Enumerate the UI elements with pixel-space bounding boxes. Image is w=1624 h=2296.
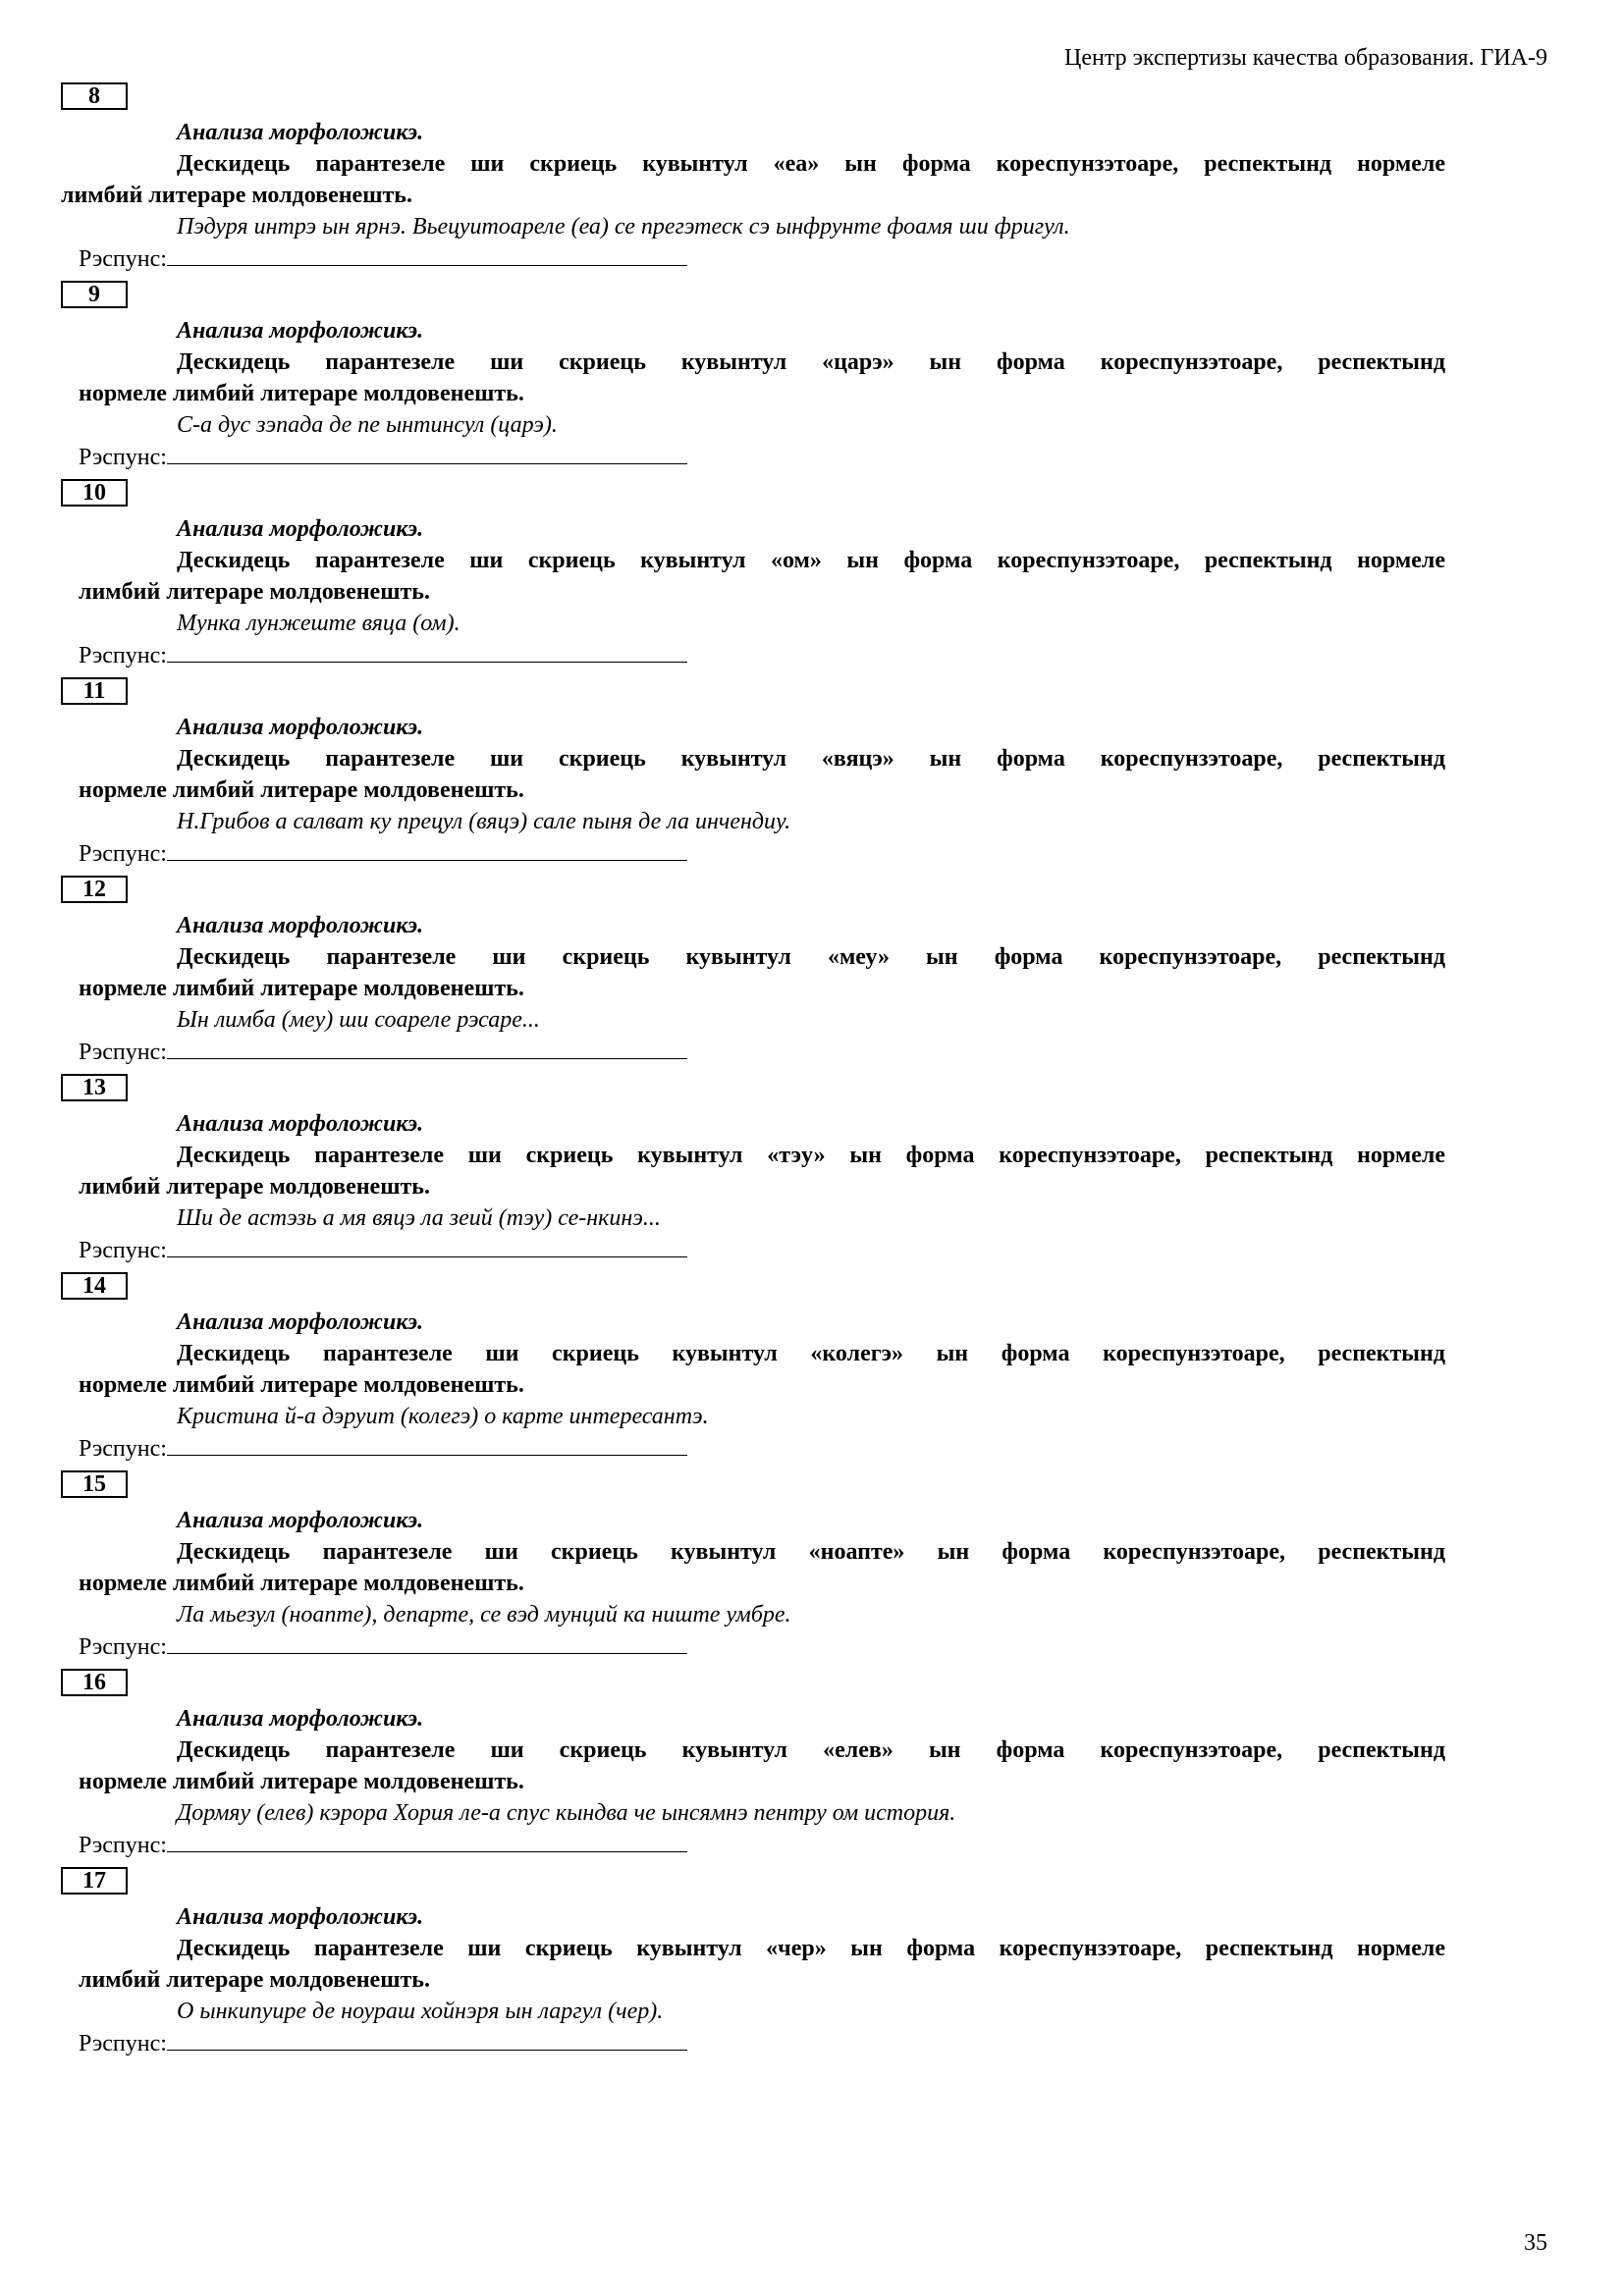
answer-field[interactable] (167, 640, 687, 663)
task-list (61, 80, 1445, 2063)
answer-row (79, 442, 687, 472)
task-12 (61, 874, 1445, 1072)
task-17 (61, 1865, 1445, 2063)
task-instruction: Дескидець парантезеле ши скриець кувынтул «еа» ын форма кореспунзэтоаре, респектынд нормеле (177, 151, 1445, 177)
answer-field[interactable] (167, 1433, 687, 1456)
answer-field[interactable] (167, 2028, 687, 2051)
task-type: Анализа морфоложикэ. (177, 1309, 424, 1335)
task-instruction-continued: нормеле лимбий литераре молдовенешть. (79, 976, 524, 1001)
answer-row (79, 2028, 687, 2058)
answer-label: Рэспунс: (79, 643, 167, 668)
task-instruction-continued: лимбий литераре молдовенешть. (79, 1174, 430, 1200)
task-16 (61, 1667, 1445, 1865)
page-header: Центр экспертизы качества образования. ГИА-9 (1064, 45, 1547, 71)
answer-label: Рэспунс: (79, 841, 167, 867)
task-number: 13 (61, 1074, 128, 1101)
task-instruction: Дескидець парантезеле ши скриець кувынтул «царэ» ын форма кореспунзэтоаре, респектынд (177, 349, 1445, 375)
task-instruction: Дескидець парантезеле ши скриець кувынтул «вяцэ» ын форма кореспунзэтоаре, респектынд (177, 746, 1445, 772)
answer-field[interactable] (167, 442, 687, 464)
task-instruction-continued: нормеле лимбий литераре молдовенешть. (79, 777, 524, 803)
task-instruction-continued: нормеле лимбий литераре молдовенешть. (79, 1769, 524, 1794)
task-number: 14 (61, 1272, 128, 1300)
task-sentence: О ынкипуире де ноураш хойнэря ын ларгул (чер). (177, 1999, 664, 2024)
task-sentence: Кристина й-а дэруит (колегэ) о карте интересантэ. (177, 1404, 709, 1429)
answer-label: Рэспунс: (79, 1040, 167, 1065)
answer-label: Рэспунс: (79, 1436, 167, 1462)
task-number: 8 (61, 82, 128, 110)
task-number: 17 (61, 1867, 128, 1895)
task-type: Анализа морфоложикэ. (177, 1111, 424, 1137)
task-type: Анализа морфоложикэ. (177, 516, 424, 542)
task-number: 10 (61, 479, 128, 507)
task-number: 15 (61, 1470, 128, 1498)
answer-field[interactable] (167, 243, 687, 266)
answer-row (79, 1433, 687, 1464)
task-10 (61, 477, 1445, 675)
answer-field[interactable] (167, 1631, 687, 1654)
task-type: Анализа морфоложикэ. (177, 1508, 424, 1533)
answer-row (79, 1235, 687, 1265)
task-instruction-continued: лимбий литераре молдовенешть. (79, 1967, 430, 1993)
task-sentence: Ын лимба (меу) ши соареле рэсаре... (177, 1007, 540, 1033)
task-sentence: Ши де астэзь а мя вяцэ ла зеий (тэу) се-нкинэ... (177, 1205, 661, 1231)
task-instruction-continued: лимбий литераре молдовенешть. (79, 579, 430, 605)
task-number: 11 (61, 677, 128, 705)
task-type: Анализа морфоложикэ. (177, 913, 424, 938)
task-sentence: Дормяу (елев) кэрора Хория ле-а спус кындва че ынсямнэ пентру ом история. (177, 1800, 956, 1826)
answer-field[interactable] (167, 1830, 687, 1852)
answer-row (79, 1830, 687, 1860)
task-instruction: Дескидець парантезеле ши скриець кувынтул «ноапте» ын форма кореспунзэтоаре, респектынд (177, 1539, 1445, 1565)
task-type: Анализа морфоложикэ. (177, 715, 424, 740)
task-number: 16 (61, 1669, 128, 1696)
task-type: Анализа морфоложикэ. (177, 120, 424, 145)
task-instruction: Дескидець парантезеле ши скриець кувынтул «меу» ын форма кореспунзэтоаре, респектынд (177, 944, 1445, 970)
answer-field[interactable] (167, 838, 687, 861)
answer-row (79, 640, 687, 670)
answer-row (79, 1037, 687, 1067)
task-13 (61, 1072, 1445, 1270)
task-instruction-continued: нормеле лимбий литераре молдовенешть. (79, 381, 524, 406)
answer-label: Рэспунс: (79, 2031, 167, 2056)
page-number: 35 (1524, 2230, 1547, 2256)
answer-label: Рэспунс: (79, 445, 167, 470)
answer-label: Рэспунс: (79, 1833, 167, 1858)
task-instruction: Дескидець парантезеле ши скриець кувынтул «тэу» ын форма кореспунзэтоаре, респектынд нормеле (177, 1143, 1445, 1168)
task-9 (61, 279, 1445, 477)
answer-row (79, 838, 687, 869)
task-type: Анализа морфоложикэ. (177, 1706, 424, 1732)
answer-row (79, 1631, 687, 1662)
task-instruction: Дескидець парантезеле ши скриець кувынтул «ом» ын форма кореспунзэтоаре, респектынд нормеле (177, 548, 1445, 573)
task-sentence: С-а дус зэпада де пе ынтинсул (царэ). (177, 412, 558, 438)
task-instruction-continued: нормеле лимбий литераре молдовенешть. (79, 1372, 524, 1398)
task-instruction: Дескидець парантезеле ши скриець кувынтул «колегэ» ын форма кореспунзэтоаре, респектынд (177, 1341, 1445, 1366)
task-sentence: Ла мьезул (ноапте), департе, се вэд мунций ка ниште умбре. (177, 1602, 791, 1628)
task-instruction-continued: нормеле лимбий литераре молдовенешть. (79, 1571, 524, 1596)
answer-row (79, 243, 687, 274)
task-instruction-continued: лимбий литераре молдовенешть. (61, 183, 412, 208)
task-type: Анализа морфоложикэ. (177, 318, 424, 344)
task-number: 12 (61, 876, 128, 903)
task-instruction: Дескидець парантезеле ши скриець кувынтул «елев» ын форма кореспунзэтоаре, респектынд (177, 1737, 1445, 1763)
task-14 (61, 1270, 1445, 1468)
task-sentence: Пэдуря интрэ ын ярнэ. Вьецуитоареле (еа) се прегэтеск сэ ынфрунте фоамя ши фригул. (177, 214, 1070, 240)
answer-label: Рэспунс: (79, 246, 167, 272)
answer-field[interactable] (167, 1235, 687, 1257)
task-15 (61, 1468, 1445, 1667)
answer-label: Рэспунс: (79, 1238, 167, 1263)
task-type: Анализа морфоложикэ. (177, 1904, 424, 1930)
task-number: 9 (61, 281, 128, 308)
task-11 (61, 675, 1445, 874)
answer-label: Рэспунс: (79, 1634, 167, 1660)
task-instruction: Дескидець парантезеле ши скриець кувынтул «чер» ын форма кореспунзэтоаре, респектынд нормеле (177, 1936, 1445, 1961)
task-sentence: Мунка лунжеште вяца (ом). (177, 611, 460, 636)
answer-field[interactable] (167, 1037, 687, 1059)
task-8 (61, 80, 1445, 279)
task-sentence: Н.Грибов а салват ку прецул (вяцэ) сале пыня де ла инчендиу. (177, 809, 791, 834)
